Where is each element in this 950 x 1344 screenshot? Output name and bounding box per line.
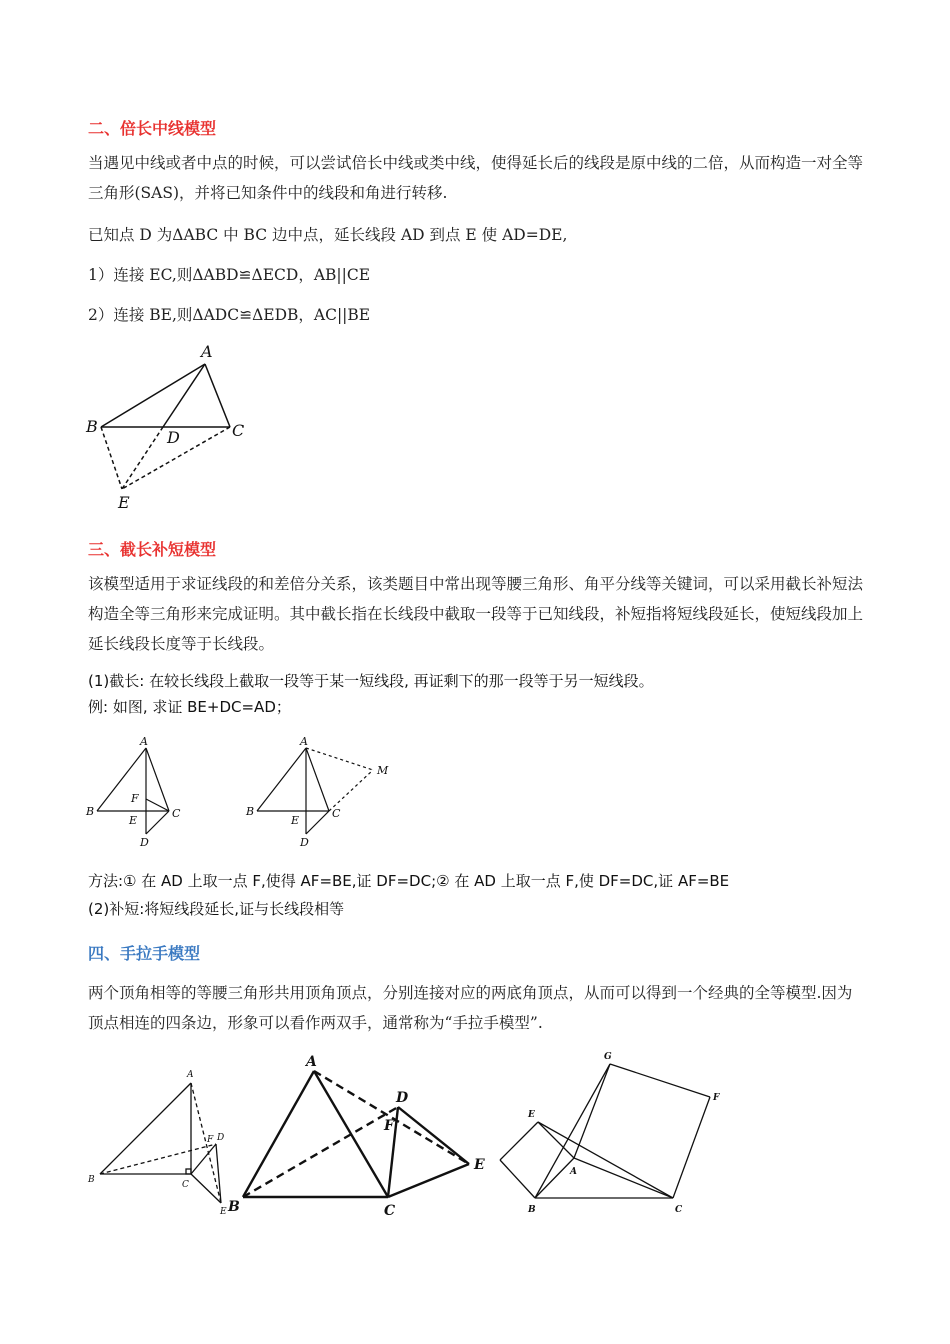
h2-label-e: E [474, 1157, 485, 1173]
fig1-label-e: E [129, 814, 138, 827]
section3-example: 例: 如图, 求证 BE+DC=AD； [88, 698, 291, 716]
segment-de-dashed [122, 427, 163, 489]
h1-label-a: A [187, 1070, 194, 1080]
label-c: C [232, 421, 245, 440]
fig1-label-c: C [172, 807, 181, 820]
segment-ad [163, 364, 205, 427]
label-a: A [201, 342, 213, 361]
segment-be-dashed [101, 427, 122, 489]
h1-label-e: E [220, 1207, 227, 1217]
h1-label-f: F [207, 1135, 214, 1145]
section4-heading: 四、手拉手模型 [88, 944, 201, 963]
section3-intro: 该模型适用于求证线段的和差倍分关系，该类题目中常出现等腰三角形、角平分线等关键词，可以采用截长补短法构造全等三角形来完成证明。其中截长指在长线段中截取一段等于已知线段，补短指将短线段延长，使短线段加上延长线段长度等于长线段。 [88, 575, 864, 653]
section2-item2: 2）连接 BE,则ΔADC≌ΔEDB，AC||BE [88, 306, 371, 324]
label-b: B [86, 417, 98, 436]
fig2-label-m: M [377, 764, 389, 777]
segment-ce-dashed [122, 427, 230, 489]
h2-label-b: B [228, 1199, 240, 1215]
h2-label-c: C [384, 1203, 396, 1219]
fig2-label-c: C [332, 807, 341, 820]
h3-label-g: G [604, 1052, 612, 1062]
h1-label-c: C [182, 1180, 189, 1190]
fig2-label-e: E [291, 814, 300, 827]
fig1-label-a: A [140, 735, 148, 748]
fig1-label-b: B [86, 805, 95, 818]
section3-method: 方法:① 在 AD 上取一点 F,使得 AF=BE,证 DF=DC;② 在 AD 上取一点 F,使 DF=DC,证 AF=BE [88, 872, 730, 890]
section4-intro: 两个顶角相等的等腰三角形共用顶角顶点，分别连接对应的两底角顶点，从而可以得到一个经典的全等模型.因为顶点相连的四条边，形象可以看作两双手，通常称为“手拉手模型”. [88, 984, 853, 1032]
section2-heading: 二、倍长中线模型 [88, 119, 217, 138]
h2-label-d: D [396, 1090, 409, 1106]
section2-item1: 1）连接 EC,则ΔABD≌ΔECD，AB||CE [88, 266, 371, 284]
section3-heading: 三、截长补短模型 [88, 540, 217, 559]
h1-label-d: D [217, 1133, 225, 1143]
fig2-label-a: A [300, 735, 308, 748]
section3-supplement: (2)补短:将短线段延长,证与长线段相等 [88, 900, 345, 918]
h3-label-c: C [675, 1205, 683, 1215]
h1-label-b: B [88, 1175, 95, 1185]
h3-label-e: E [528, 1110, 535, 1120]
fig2-label-d: D [300, 836, 309, 849]
section2-given: 已知点 D 为ΔABC 中 BC 边中点，延长线段 AD 到点 E 使 AD=DE, [88, 226, 568, 244]
fig1-label-f: F [131, 792, 139, 805]
h3-label-a: A [570, 1167, 577, 1177]
label-d: D [167, 428, 180, 447]
section3-cut: (1)截长: 在较长线段上截取一段等于某一短线段, 再证剩下的那一段等于另一短线段。 [88, 672, 654, 690]
h2-label-a: A [306, 1054, 317, 1070]
h3-label-b: B [528, 1205, 536, 1215]
h2-label-f: F [384, 1118, 394, 1134]
label-e: E [118, 493, 130, 512]
segment-ab [101, 364, 205, 427]
h3-label-f: F [713, 1093, 720, 1103]
fig2-label-b: B [246, 805, 255, 818]
fig1-label-d: D [140, 836, 149, 849]
section2-intro: 当遇见中线或者中点的时候，可以尝试倍长中线或类中线，使得延长后的线段是原中线的二倍，从而构造一对全等三角形(SAS)，并将已知条件中的线段和角进行转移. [88, 154, 864, 202]
segment-ac [205, 364, 230, 427]
